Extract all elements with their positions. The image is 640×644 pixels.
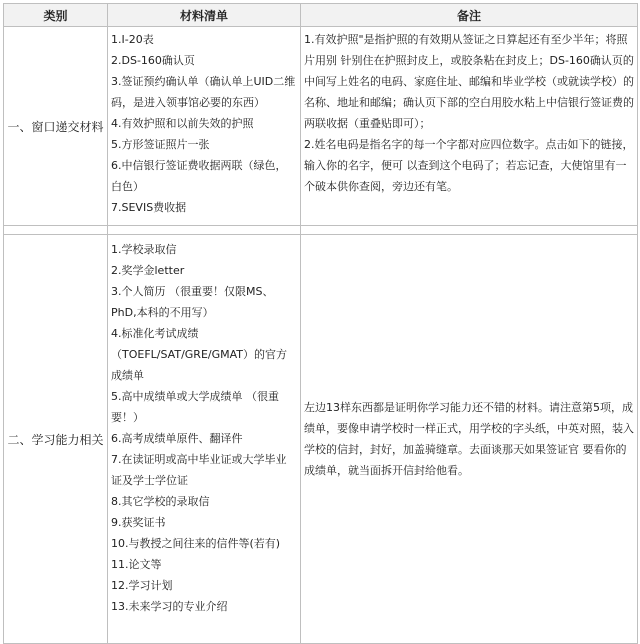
category-cell: 二、学习能力相关: [4, 235, 108, 644]
list-item: 6.高考成绩单原件、翻译件: [111, 432, 243, 445]
note-paragraph: 左边13样东西都是证明你学习能力还不错的材料。请注意第5项，成绩单，要像申请学校时一样正式，用学校的字头纸，中英对照，装入学校的信封，封好，加盖骑缝章。去面谈那天如果签证官 要看你的成绩单，就当面拆开信封给他看。: [304, 401, 634, 477]
notes-cell: [301, 27, 638, 226]
list-item: 7.在读证明或高中毕业证或大学毕业证及学士学位证: [111, 453, 287, 487]
list-item: 1.I-20表: [111, 33, 154, 46]
list-item: 11.论文等: [111, 558, 162, 571]
list-item: 3.个人简历 （很重要！仅限MS、PhD,本科的不用写）: [111, 285, 274, 319]
list-item: 1.学校录取信: [111, 243, 177, 256]
category-cell: 一、窗口递交材料: [4, 27, 108, 226]
row-separator: [4, 226, 638, 235]
list-item: 2.DS-160确认页: [111, 54, 195, 67]
header-category: 类别: [4, 4, 108, 27]
header-row: [4, 4, 638, 27]
list-item: 5.高中成绩单或大学成绩单 （很重要！）: [111, 390, 279, 424]
list-item: 13.未来学习的专业介绍: [111, 600, 228, 613]
list-item: 12.学习计划: [111, 579, 173, 592]
note-paragraph: 2.姓名电码是指名字的每一个字都对应四位数字。点击如下的链接，输入你的名字，便可 以查到这个电码了；若忘记查，大使馆里有一个破本供你查阅，旁边还有笔。: [304, 138, 634, 193]
list-item: 3.签证预约确认单（确认单上UID二维码，是进入领事馆必要的东西）: [111, 75, 296, 109]
table-row: [4, 235, 638, 644]
note-paragraph: 1.有效护照"是指护照的有效期从签证之日算起还有至少半年；将照片用别 针别住在护照封皮上，或胶条粘在封皮上；DS-160确认页的中间写上姓名的电码、家庭住址、邮编和毕业学校（或就读学校）的名称、地址和邮编；确认页下部的空白用胶水粘上中信银行签证费的两联收据（重叠贴即可）；: [304, 33, 634, 130]
materials-cell: [108, 235, 301, 644]
notes-cell: [301, 235, 638, 644]
list-item: 6.中信银行签证费收据两联（绿色，白色）: [111, 159, 287, 193]
header-materials: 材料清单: [108, 4, 301, 27]
header-notes: 备注: [301, 4, 638, 27]
table-row: [4, 27, 638, 226]
list-item: 4.有效护照和以前失效的护照: [111, 117, 254, 130]
materials-table: [3, 3, 638, 644]
list-item: 9.获奖证书: [111, 516, 166, 529]
list-item: 10.与教授之间往来的信件等(若有): [111, 537, 281, 550]
list-item: 2.奖学金letter: [111, 264, 185, 277]
materials-cell: [108, 27, 301, 226]
list-item: 7.SEVIS费收据: [111, 201, 187, 214]
list-item: 8.其它学校的录取信: [111, 495, 210, 508]
list-item: 4.标准化考试成绩 （TOEFL/SAT/GRE/GMAT）的官方成绩单: [111, 327, 287, 382]
list-item: 5.方形签证照片一张: [111, 138, 210, 151]
